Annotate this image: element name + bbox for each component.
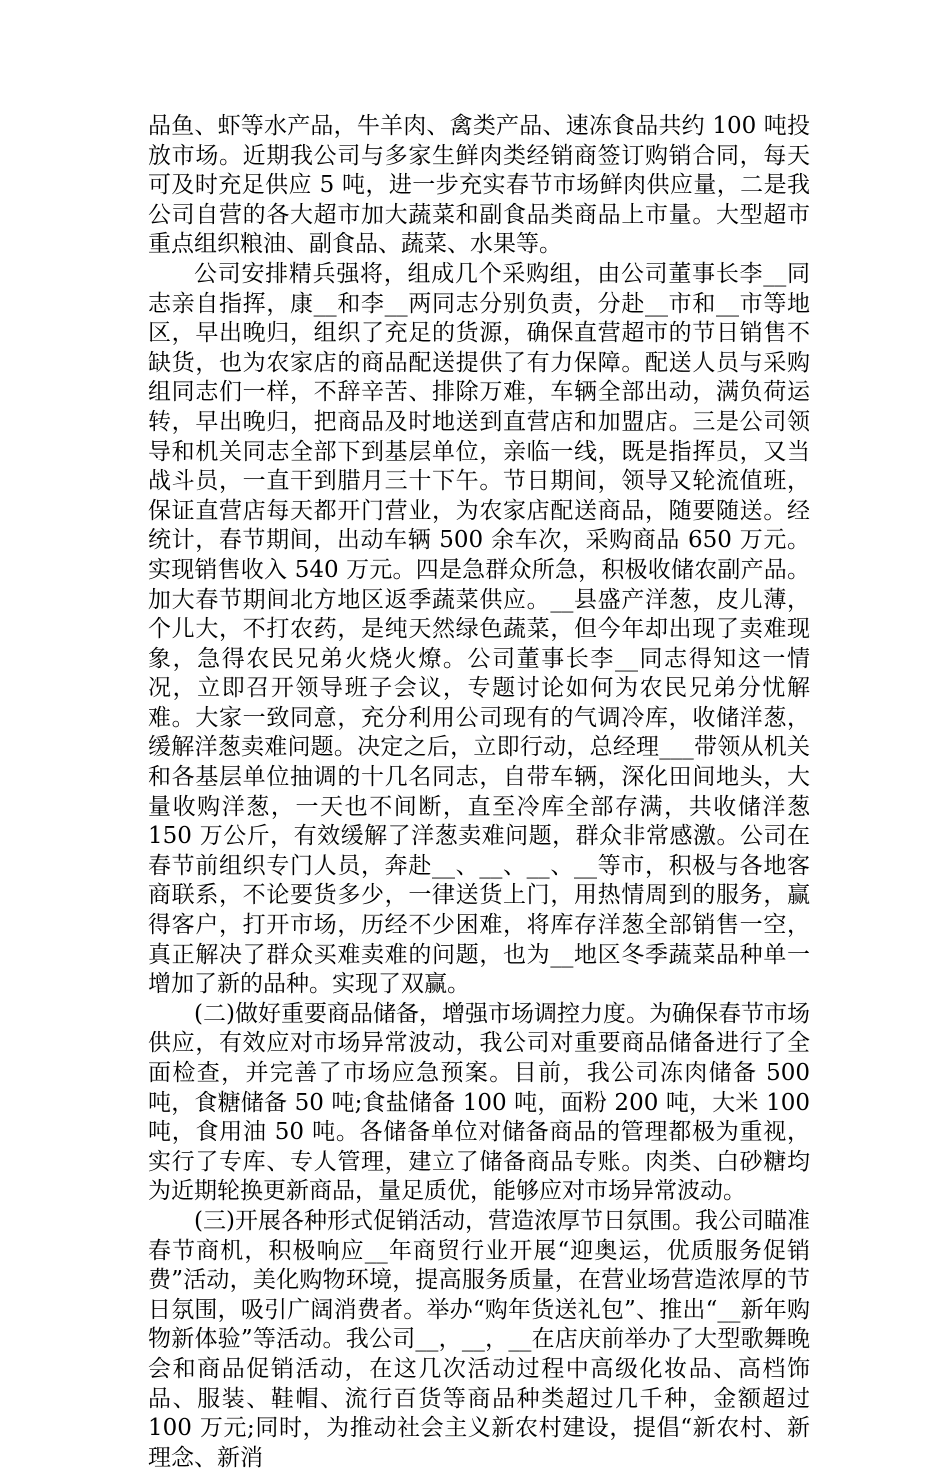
document-body (148, 112, 810, 1473)
paragraph-4: (三)开展各种形式促销活动，营造浓厚节日氛围。我公司瞄准春节商机，积极响应__年商贸行业开展“迎奥运，优质服务促销费”活动，美化购物环境，提高服务质量，在营业场营造浓厚的节日氛围，吸引广阔消费者。举办“购年货送礼包”、推出“__新年购物新体验”等活动。我公司__，__，__在店庆前举办了大型歌舞晚会和商品促销活动，在这几次活动过程中高级化妆品、高档饰品、服装、鞋帽、流行百货等商品种类超过几千种，金额超过 100 万元;同时，为推动社会主义新农村建设，提倡“新农村、新理念、新消 (148, 1207, 810, 1471)
paragraph-1: 品鱼、虾等水产品，牛羊肉、禽类产品、速冻食品共约 100 吨投放市场。近期我公司与多家生鲜肉类经销商签订购销合同，每天可及时充足供应 5 吨，进一步充实春节市场鲜肉供应量，二是我公司自营的各大超市加大蔬菜和副食品类商品上市量。大型超市重点组织粮油、副食品、蔬菜、水果等。 (148, 113, 810, 258)
paragraph-3: (二)做好重要商品储备，增强市场调控力度。为确保春节市场供应，有效应对市场异常波动，我公司对重要商品储备进行了全面检查，并完善了市场应急预案。目前，我公司冻肉储备 500 吨，食糖储备 50 吨;食盐储备 100 吨，面粉 200 吨，大米 100 吨，食用油 50 吨。各储备单位对储备商品的管理都极为重视，实行了专库、专人管理，建立了储备商品专账。肉类、白砂糖均为近期轮换更新商品，量足质优，能够应对市场异常波动。 (148, 1000, 810, 1205)
paragraph-2: 公司安排精兵强将，组成几个采购组，由公司董事长李__同志亲自指挥，康__和李__两同志分别负责，分赴__市和__市等地区，早出晚归，组织了充足的货源，确保直营超市的节日销售不缺货，也为农家店的商品配送提供了有力保障。配送人员与采购组同志们一样，不辞辛苦、排除万难，车辆全部出动，满负荷运转，早出晚归，把商品及时地送到直营店和加盟店。三是公司领导和机关同志全部下到基层单位，亲临一线，既是指挥员，又当战斗员，一直干到腊月三十下午。节日期间，领导又轮流值班，保证直营店每天都开门营业，为农家店配送商品，随要随送。经统计，春节期间，出动车辆 500 余车次，采购商品 650 万元。实现销售收入 540 万元。四是急群众所急，积极收储农副产品。加大春节期间北方地区返季蔬菜供应。__县盛产洋葱，皮儿薄，个儿大，不打农药，是纯天然绿色蔬菜，但今年却出现了卖难现象，急得农民兄弟火烧火燎。公司董事长李__同志得知这一情况，立即召开领导班子会议，专题讨论如何为农民兄弟分忧解难。大家一致同意，充分利用公司现有的气调冷库，收储洋葱，缓解洋葱卖难问题。决定之后，立即行动，总经理___带领从机关和各基层单位抽调的十几名同志，自带车辆，深化田间地头，大量收购洋葱，一天也不间断，直至冷库全部存满，共收储洋葱 150 万公斤，有效缓解了洋葱卖难问题，群众非常感激。公司在春节前组织专门人员，奔赴__、__、__、__等市，积极与各地客商联系，不论要货多少，一律送货上门，用热情周到的服务，赢得客户，打开市场，历经不少困难，将库存洋葱全部销售一空，真正解决了群众买难卖难的问题，也为__地区冬季蔬菜品种单一增加了新的品种。实现了双赢。 (148, 260, 810, 998)
